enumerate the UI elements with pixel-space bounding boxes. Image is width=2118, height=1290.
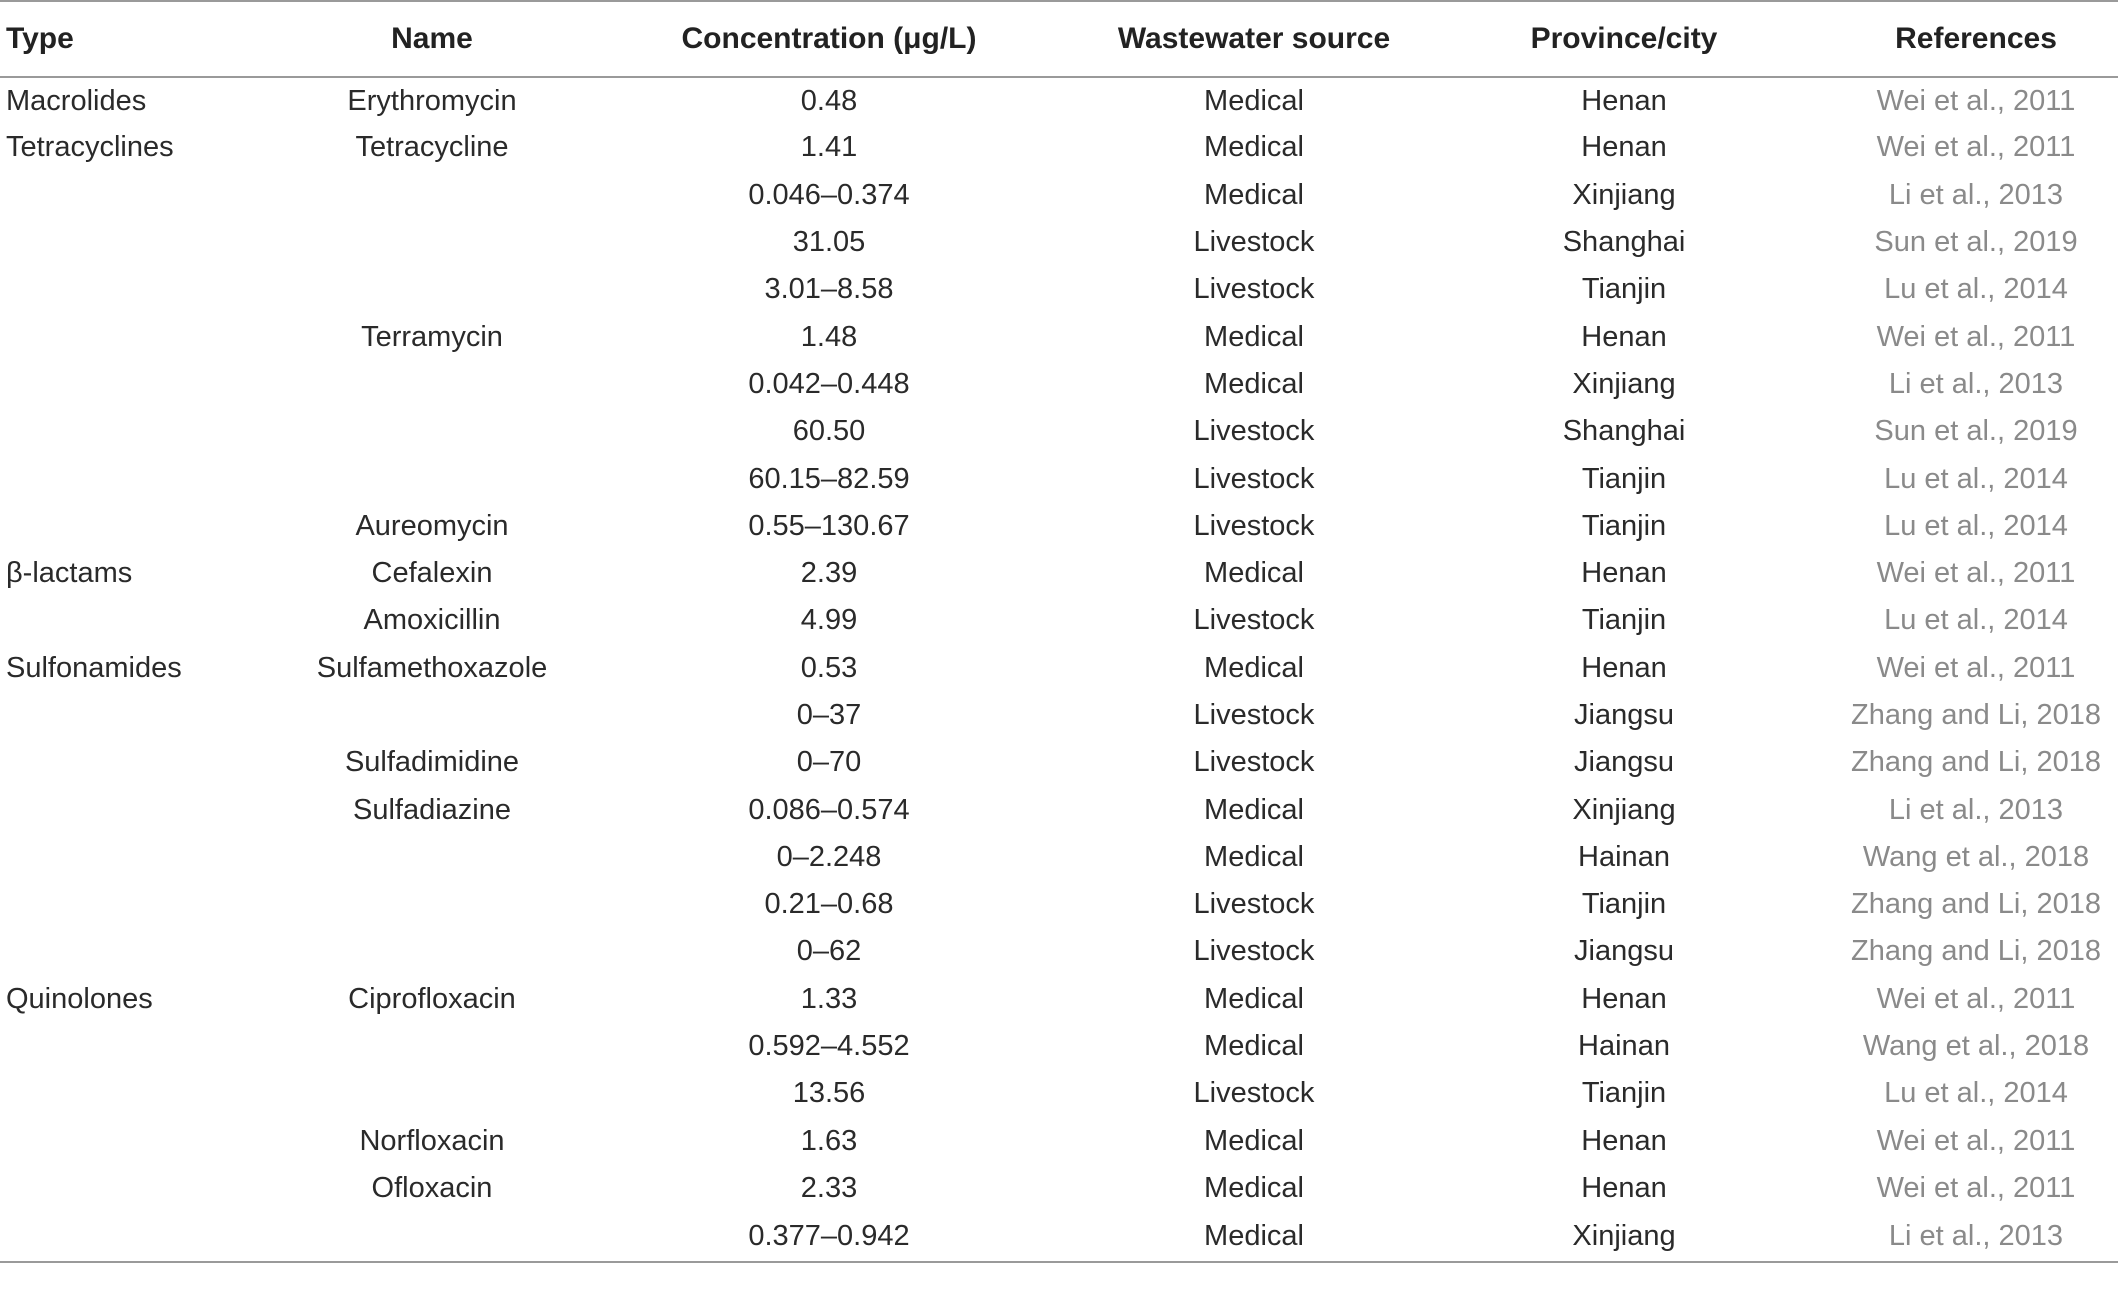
- cell-province-city: Tianjin: [1581, 888, 1667, 921]
- cell-province-city: Henan: [1581, 1171, 1667, 1204]
- cell-name: [300, 1212, 564, 1262]
- cell-wastewater-source: Medical: [1204, 557, 1304, 590]
- cell-reference: Zhang and Li, 2018: [1851, 746, 2101, 779]
- cell-reference: Wei et al., 2011: [1876, 982, 2076, 1015]
- header-references: References: [1834, 1, 2118, 77]
- cell-concentration: 0.21–0.68: [764, 888, 894, 921]
- cell-province-city: Henan: [1581, 84, 1667, 117]
- header-wastewater-source: Wastewater source: [1094, 1, 1414, 77]
- cell-name: [300, 928, 564, 975]
- cell-concentration: 13.56: [792, 1077, 866, 1110]
- table-row: [0, 739, 2118, 786]
- cell-reference: Wei et al., 2011: [1876, 1124, 2076, 1157]
- cell-type: [0, 881, 300, 928]
- cell-province-city: Henan: [1581, 1124, 1667, 1157]
- cell-reference: Wei et al., 2011: [1876, 557, 2076, 590]
- table-row: [0, 786, 2118, 833]
- cell-wastewater-source: Livestock: [1193, 509, 1315, 542]
- cell-wastewater-source: Medical: [1204, 178, 1304, 211]
- table-row: [0, 313, 2118, 360]
- cell-reference: Wei et al., 2011: [1876, 84, 2076, 117]
- table-row: [0, 834, 2118, 881]
- cell-wastewater-source: Livestock: [1193, 746, 1315, 779]
- cell-province-city: Jiangsu: [1574, 746, 1674, 779]
- cell-concentration: 0–2.248: [776, 840, 882, 873]
- cell-concentration: 1.48: [800, 320, 858, 353]
- table-row: [0, 692, 2118, 739]
- table-row: [0, 1118, 2118, 1165]
- table-row: [0, 645, 2118, 692]
- cell-type: [0, 408, 300, 455]
- cell-type: [0, 455, 300, 502]
- cell-concentration: 2.39: [800, 557, 858, 590]
- cell-province-city: Henan: [1581, 320, 1667, 353]
- table-row: [0, 455, 2118, 502]
- cell-wastewater-source: Medical: [1204, 793, 1304, 826]
- header-concentration: Concentration (μg/L): [564, 1, 1094, 77]
- cell-reference: Sun et al., 2019: [1874, 415, 2078, 448]
- table-row: [0, 503, 2118, 550]
- cell-concentration: 60.50: [792, 415, 866, 448]
- cell-reference: Lu et al., 2014: [1884, 604, 2068, 637]
- cell-name: Sulfadimidine: [344, 746, 520, 779]
- cell-name: Sulfamethoxazole: [316, 651, 548, 684]
- cell-wastewater-source: Livestock: [1193, 415, 1315, 448]
- cell-type: [0, 266, 300, 313]
- table-row: [0, 597, 2118, 644]
- cell-name: Sulfadiazine: [353, 793, 511, 826]
- cell-type: [0, 361, 300, 408]
- cell-wastewater-source: Livestock: [1193, 1077, 1315, 1110]
- cell-wastewater-source: Medical: [1204, 840, 1304, 873]
- cell-type: β-lactams: [6, 557, 133, 590]
- cell-type: [0, 928, 300, 975]
- cell-name: [300, 266, 564, 313]
- table-row: [0, 124, 2118, 171]
- table-row: [0, 172, 2118, 219]
- cell-concentration: 0–62: [796, 935, 862, 968]
- cell-concentration: 0–70: [796, 746, 862, 779]
- cell-province-city: Shanghai: [1562, 226, 1686, 259]
- cell-province-city: Xinjiang: [1572, 178, 1676, 211]
- cell-wastewater-source: Medical: [1204, 84, 1304, 117]
- cell-name: Amoxicillin: [363, 604, 501, 637]
- cell-reference: Lu et al., 2014: [1884, 509, 2068, 542]
- table-row: [0, 361, 2118, 408]
- cell-reference: Li et al., 2013: [1834, 1212, 2118, 1262]
- cell-concentration: 2.33: [800, 1171, 858, 1204]
- cell-reference: Li et al., 2013: [1888, 793, 2064, 826]
- cell-wastewater-source: Medical: [1204, 131, 1304, 164]
- header-row: [0, 1, 2118, 77]
- table-row: [0, 1165, 2118, 1212]
- cell-wastewater-source: Livestock: [1193, 699, 1315, 731]
- cell-province-city: Tianjin: [1581, 273, 1667, 306]
- header-type: Type: [0, 1, 300, 77]
- cell-wastewater-source: Medical: [1204, 1124, 1304, 1157]
- cell-reference: Lu et al., 2014: [1884, 1077, 2068, 1110]
- table-row: [0, 408, 2118, 455]
- cell-type: [0, 1165, 300, 1212]
- cell-concentration: 31.05: [792, 226, 866, 259]
- table-row: [0, 550, 2118, 597]
- cell-concentration: 0.046–0.374: [748, 178, 910, 211]
- cell-reference: Wei et al., 2011: [1876, 131, 2076, 164]
- cell-wastewater-source: Medical: [1094, 1212, 1414, 1262]
- cell-concentration: 0.377–0.942: [564, 1212, 1094, 1262]
- cell-wastewater-source: Medical: [1204, 982, 1304, 1015]
- table-row: [0, 77, 2118, 124]
- cell-concentration: 0.592–4.552: [748, 1030, 910, 1063]
- cell-name: [300, 1023, 564, 1070]
- cell-type: Quinolones: [6, 982, 153, 1015]
- cell-reference: Lu et al., 2014: [1884, 273, 2068, 306]
- cell-name: Tetracycline: [355, 131, 509, 164]
- cell-name: [300, 219, 564, 266]
- cell-wastewater-source: Livestock: [1193, 935, 1315, 968]
- cell-reference: Wang et al., 2018: [1862, 840, 2090, 873]
- cell-province-city: Hainan: [1578, 840, 1670, 873]
- cell-concentration: 4.99: [800, 604, 858, 637]
- cell-concentration: 0–37: [796, 699, 862, 731]
- cell-wastewater-source: Livestock: [1193, 273, 1315, 306]
- table-row: [0, 881, 2118, 928]
- cell-concentration: 0.086–0.574: [748, 793, 910, 826]
- cell-concentration: 3.01–8.58: [764, 273, 894, 306]
- cell-type: [0, 597, 300, 644]
- cell-concentration: 0.53: [800, 651, 858, 684]
- table-row: [0, 219, 2118, 266]
- cell-wastewater-source: Livestock: [1193, 226, 1315, 259]
- header-name: Name: [300, 1, 564, 77]
- cell-reference: Zhang and Li, 2018: [1851, 699, 2101, 731]
- cell-type: [0, 692, 300, 739]
- cell-concentration: 1.63: [800, 1124, 858, 1157]
- cell-name: Ciprofloxacin: [348, 982, 516, 1015]
- cell-reference: Wang et al., 2018: [1862, 1030, 2090, 1063]
- cell-name: [300, 881, 564, 928]
- cell-reference: Zhang and Li, 2018: [1851, 888, 2101, 921]
- cell-type: [0, 503, 300, 550]
- cell-province-city: Jiangsu: [1574, 935, 1674, 968]
- table-row: [0, 928, 2118, 975]
- cell-reference: Wei et al., 2011: [1876, 651, 2076, 684]
- cell-province-city: Tianjin: [1581, 1077, 1667, 1110]
- cell-type: Tetracyclines: [6, 131, 174, 164]
- cell-province-city: Jiangsu: [1574, 699, 1674, 731]
- cell-name: [300, 455, 564, 502]
- cell-type: [0, 1118, 300, 1165]
- cell-province-city: Shanghai: [1562, 415, 1686, 448]
- table-row: [0, 1070, 2118, 1117]
- cell-type: [0, 834, 300, 881]
- cell-province-city: Tianjin: [1581, 509, 1667, 542]
- cell-type: [0, 739, 300, 786]
- cell-wastewater-source: Medical: [1204, 367, 1304, 400]
- cell-province-city: Xinjiang: [1572, 367, 1676, 400]
- table-row: [0, 266, 2118, 313]
- cell-province-city: Henan: [1581, 982, 1667, 1015]
- cell-name: Erythromycin: [347, 84, 517, 117]
- cell-reference: Li et al., 2013: [1888, 178, 2064, 211]
- cell-wastewater-source: Livestock: [1193, 604, 1315, 637]
- cell-type: [0, 219, 300, 266]
- cell-concentration: 1.33: [800, 982, 858, 1015]
- cell-reference: Sun et al., 2019: [1874, 226, 2078, 259]
- header-province-city: Province/city: [1414, 1, 1834, 77]
- cell-reference: Wei et al., 2011: [1876, 1171, 2076, 1204]
- cell-name: [300, 408, 564, 455]
- table-header: [0, 1, 2118, 77]
- cell-province-city: Henan: [1581, 651, 1667, 684]
- cell-concentration: 60.15–82.59: [748, 462, 910, 495]
- cell-reference: Wei et al., 2011: [1876, 320, 2076, 353]
- cell-concentration: 1.41: [800, 131, 858, 164]
- table-row: [0, 1023, 2118, 1070]
- cell-name: [300, 361, 564, 408]
- cell-name: Ofloxacin: [371, 1171, 493, 1204]
- cell-type: [0, 786, 300, 833]
- cell-province-city: Xinjiang: [1572, 793, 1676, 826]
- cell-name: [300, 834, 564, 881]
- cell-wastewater-source: Medical: [1204, 1030, 1304, 1063]
- cell-type: [0, 172, 300, 219]
- cell-wastewater-source: Livestock: [1193, 888, 1315, 921]
- cell-type: Macrolides: [6, 84, 147, 117]
- cell-concentration: 0.042–0.448: [748, 367, 910, 400]
- cell-province-city: Henan: [1581, 131, 1667, 164]
- cell-name: [300, 172, 564, 219]
- cell-reference: Lu et al., 2014: [1884, 462, 2068, 495]
- cell-type: [0, 1023, 300, 1070]
- cell-concentration: 0.48: [800, 84, 858, 117]
- cell-name: [300, 1070, 564, 1117]
- cell-wastewater-source: Medical: [1204, 1171, 1304, 1204]
- cell-concentration: 0.55–130.67: [748, 509, 910, 542]
- cell-province-city: Tianjin: [1581, 604, 1667, 637]
- cell-wastewater-source: Livestock: [1193, 462, 1315, 495]
- cell-name: Cefalexin: [371, 557, 493, 590]
- cell-province-city: Henan: [1581, 557, 1667, 590]
- cell-name: Aureomycin: [355, 509, 509, 542]
- cell-name: Norfloxacin: [359, 1124, 505, 1157]
- table-row: [0, 976, 2118, 1023]
- table-row: [0, 1212, 2118, 1262]
- cell-province-city: Tianjin: [1581, 462, 1667, 495]
- cell-reference: Li et al., 2013: [1888, 367, 2064, 400]
- cell-wastewater-source: Medical: [1204, 320, 1304, 353]
- cell-wastewater-source: Medical: [1204, 651, 1304, 684]
- cell-type: [0, 1212, 300, 1262]
- cell-reference: Zhang and Li, 2018: [1851, 935, 2101, 968]
- cell-name: Terramycin: [361, 320, 503, 353]
- cell-province-city: Xinjiang: [1414, 1212, 1834, 1262]
- cell-type: Sulfonamides: [6, 651, 182, 684]
- cell-type: [0, 313, 300, 360]
- table-body: [0, 77, 2118, 1262]
- cell-type: [0, 1070, 300, 1117]
- cell-province-city: Hainan: [1578, 1030, 1670, 1063]
- cell-name: [300, 692, 564, 739]
